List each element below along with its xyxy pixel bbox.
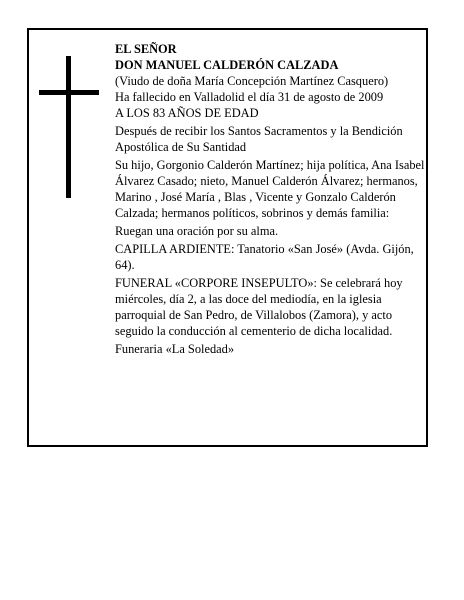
- funeral-paragraph: FUNERAL «CORPORE INSEPULTO»: Se celebrará hoy miércoles, día 2, a las doce del mediodía, en la iglesia parroquial de San Pedro, de Villalobos (Zamora), y acto seguido la conducción al cementerio de dicha localidad.: [115, 276, 403, 338]
- widower-line: (Viudo de doña María Concepción Martínez Casquero): [115, 74, 389, 88]
- funeral-home-line: Funeraria «La Soledad»: [115, 342, 235, 356]
- obituary-notice: [27, 28, 428, 447]
- prayer-line: Ruegan una oración por su alma.: [115, 224, 279, 238]
- cross-icon: [39, 56, 99, 198]
- chapel-paragraph: CAPILLA ARDIENTE: Tanatorio «San José» (Avda. Gijón, 64).: [115, 242, 414, 272]
- deceased-name: DON MANUEL CALDERÓN CALZADA: [115, 58, 339, 72]
- family-paragraph: Su hijo, Gorgonio Calderón Martínez; hija política, Ana Isabel Álvarez Casado; nieto, Manuel Calderón Álvarez; hermanos, Marino , José María , Blas , Vicente y Gonzalo Calderón Calzada; hermanos políticos, sobrinos y demás familia:: [115, 158, 425, 220]
- sacraments-line: Después de recibir los Santos Sacramentos y la Bendición Apostólica de Su Santidad: [115, 124, 403, 154]
- death-line: Ha fallecido en Valladolid el día 31 de agosto de 2009: [115, 90, 384, 104]
- notice-body: [115, 41, 427, 359]
- notice-title: EL SEÑOR: [115, 42, 177, 56]
- age-line: A LOS 83 AÑOS DE EDAD: [115, 106, 259, 120]
